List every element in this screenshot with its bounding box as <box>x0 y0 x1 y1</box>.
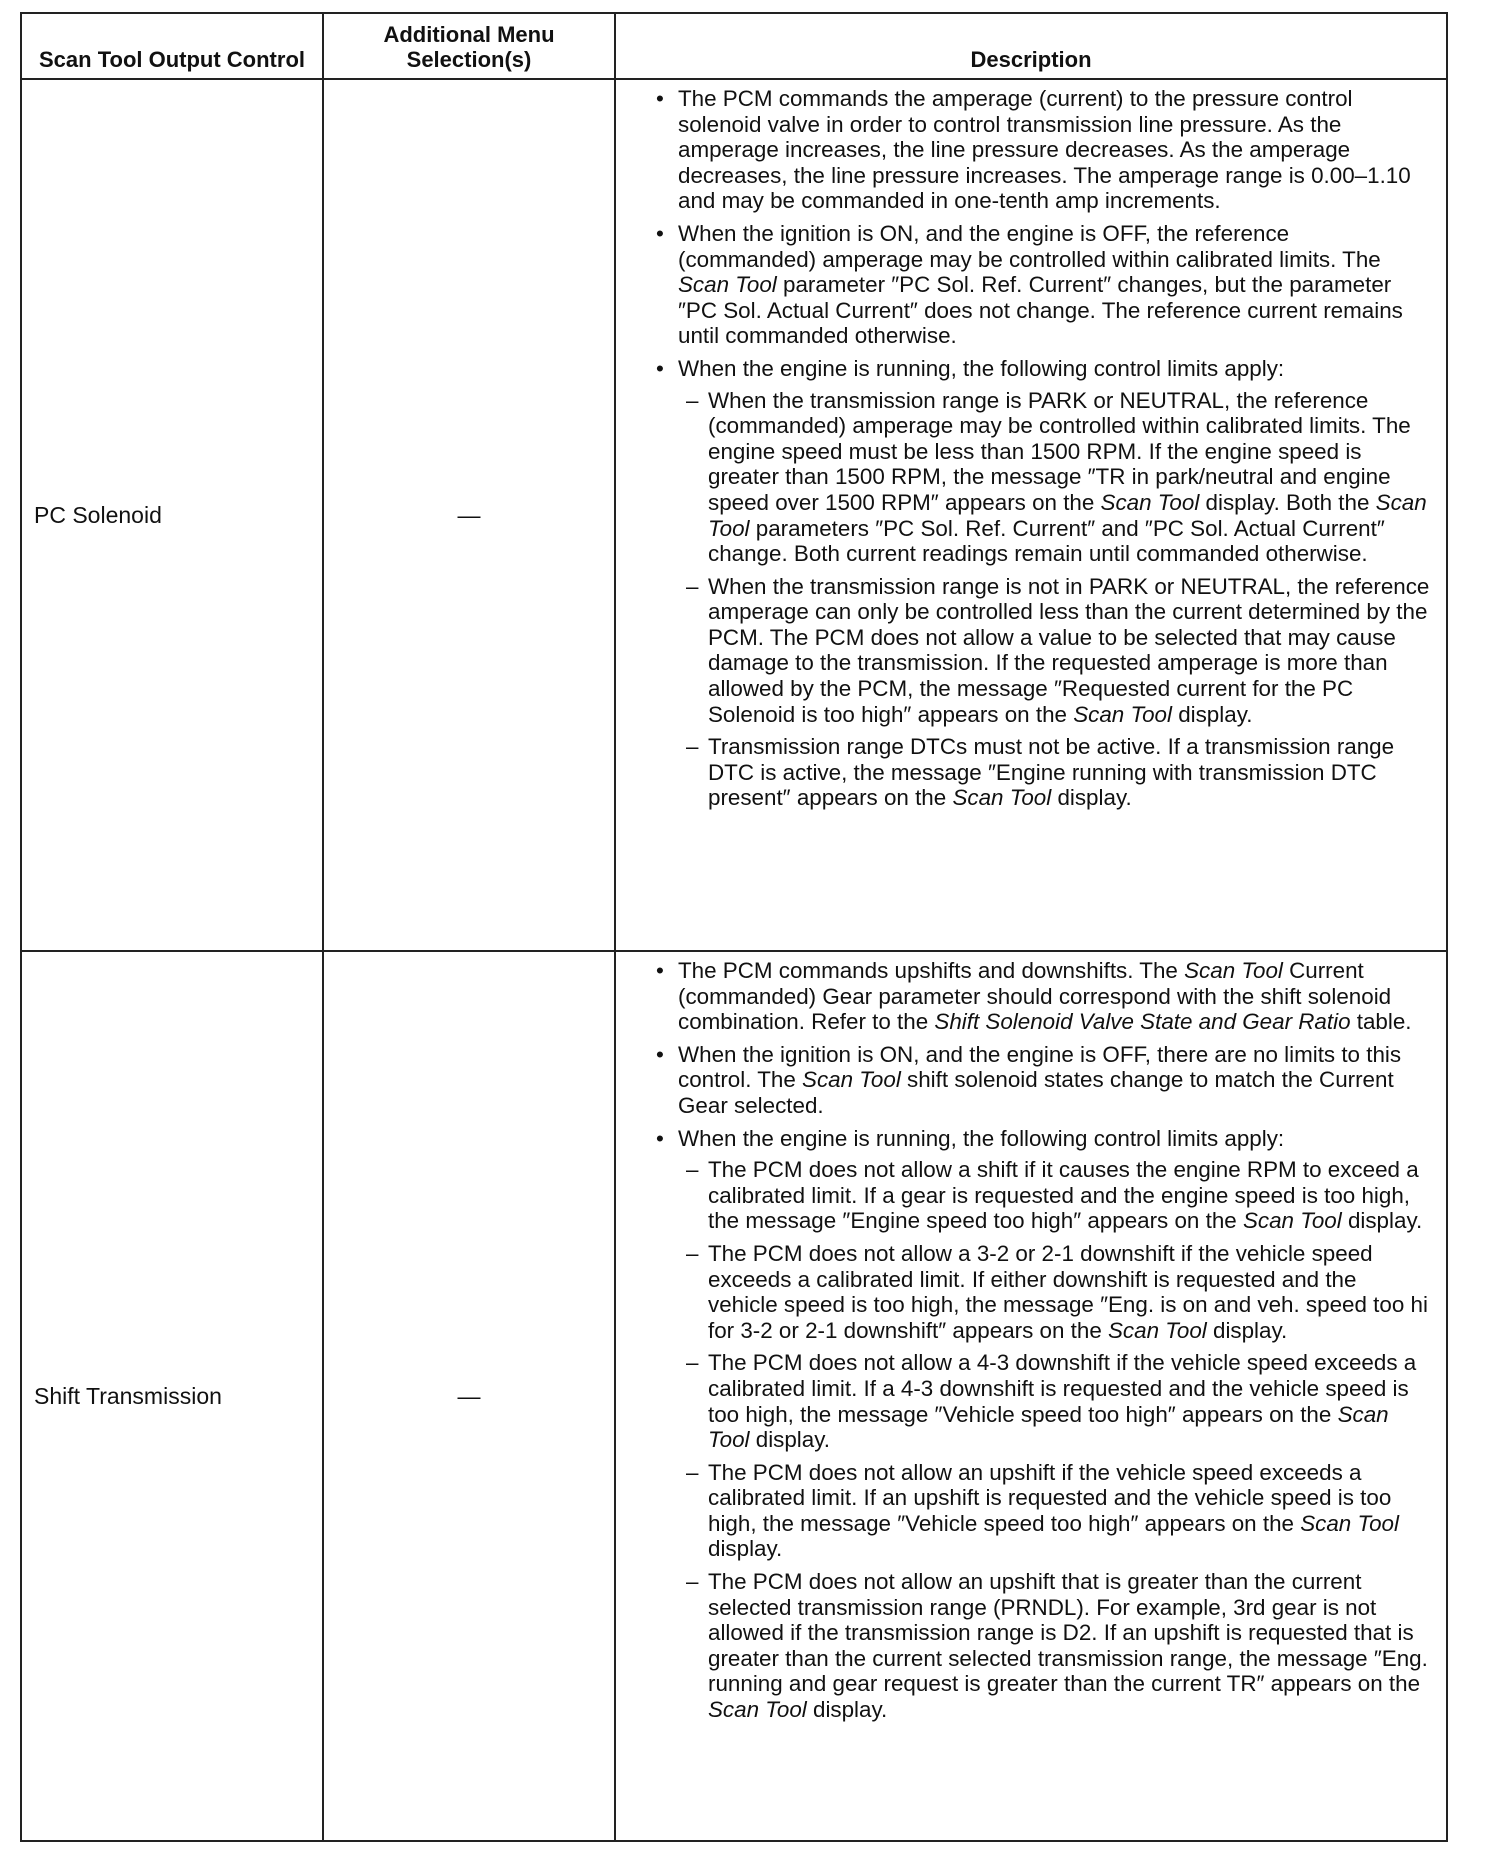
header-output-control: Scan Tool Output Control <box>21 13 323 79</box>
dash-icon: – <box>686 734 699 760</box>
text-run: display. <box>1341 1208 1423 1234</box>
text-run: The PCM commands the amperage (current) to the pressure control solenoid valve in order to control transmission line pressure. As the amperage increases, the line pressure decreases. As the amperage decreases, the line pressure increases. The amperage range is 0.00–1.10 and may be commanded in one-tenth amp increments. <box>678 86 1411 214</box>
text-run: When the transmission range is not in PARK or NEUTRAL, the reference amperage can only be controlled less than the current determined by the PCM. The PCM does not allow a value to be selected that may cause damage to the transmission. If the requested amperage is more than allowed by the PCM, the message ″Requested current for the PC Solenoid is too high″ appears on the <box>708 573 1430 727</box>
dash-icon: – <box>686 1569 699 1595</box>
bullet-icon: • <box>656 958 664 983</box>
text-run: When the ignition is ON, and the engine is OFF, there are no limits to this control. The <box>678 1041 1402 1093</box>
italic-text: Scan Tool <box>1184 958 1283 983</box>
text-run: display. <box>806 1697 888 1723</box>
bullet-item <box>654 86 1432 214</box>
text-run: shift solenoid states change to match the Current Gear selected. <box>678 1067 1394 1118</box>
output-control-cell: PC Solenoid <box>21 79 323 951</box>
sub-item <box>686 1569 1432 1723</box>
text-run: display. <box>1051 785 1132 811</box>
italic-text: Scan Tool <box>678 272 777 298</box>
bullet-item <box>654 356 1432 811</box>
text-run: display. <box>708 1536 783 1562</box>
sub-item <box>686 574 1432 728</box>
description-cell <box>615 79 1447 951</box>
italic-text: Scan Tool <box>802 1067 901 1093</box>
italic-text: Scan Tool <box>708 1697 807 1723</box>
bullet-icon: • <box>656 220 664 246</box>
italic-text: Shift Solenoid Valve State and Gear Ratio <box>934 1009 1351 1035</box>
sub-list <box>678 1157 1432 1722</box>
sub-item <box>686 1350 1432 1452</box>
header-description: Description <box>615 13 1447 79</box>
bullet-item <box>654 1042 1432 1119</box>
text-run: When the ignition is ON, and the engine is OFF, the reference (commanded) amperage may be controlled within calibrated limits. The <box>678 220 1381 272</box>
italic-text: Scan Tool <box>1073 701 1172 727</box>
text-run: The PCM does not allow a 3-2 or 2-1 downshift if the vehicle speed exceeds a calibrated limit. If either downshift is requested and the vehicle speed is too high, the message ″Eng. is on and veh. speed too hi for 3-2 or 2-1 downshift″ appears on the <box>708 1240 1428 1343</box>
dash-icon: – <box>686 1157 699 1183</box>
italic-text: Scan Tool <box>708 489 1427 541</box>
sub-item-text <box>708 1157 1422 1233</box>
text-run: When the engine is running, the following control limits apply: <box>678 355 1285 381</box>
text-run: parameters ″PC Sol. Ref. Current″ and ″PC Sol. Actual Current″ change. Both current readings remain until commanded otherwise. <box>708 515 1385 567</box>
text-run: When the engine is running, the following control limits apply: <box>678 1125 1285 1151</box>
bullet-icon: • <box>656 1041 664 1067</box>
text-run: parameter ″PC Sol. Ref. Current″ changes, but the parameter ″PC Sol. Actual Current″ does not change. The reference current remains until commanded otherwise. <box>678 272 1403 349</box>
table-row <box>21 79 1447 951</box>
dash-icon: – <box>686 387 699 413</box>
dash-icon: – <box>686 1240 699 1266</box>
bullet-item <box>654 1126 1432 1723</box>
bullet-item <box>654 221 1432 349</box>
bullet-text <box>678 221 1403 348</box>
text-run: display. <box>1171 701 1253 727</box>
text-run: Current (commanded) Gear parameter should correspond with the shift solenoid combination. Refer to the <box>678 958 1392 1035</box>
menu-selection-cell: — <box>323 951 615 1841</box>
bullet-icon: • <box>656 86 664 111</box>
bullet-icon: • <box>656 1125 664 1151</box>
bullet-item <box>654 958 1432 1035</box>
sub-item <box>686 1241 1432 1343</box>
bullet-text <box>678 86 1411 213</box>
sub-item <box>686 388 1432 567</box>
sub-item-text <box>708 734 1394 810</box>
bullet-text <box>678 1042 1401 1118</box>
text-run: The PCM does not allow an upshift that is greater than the current selected transmission range (PRNDL). For example, 3rd gear is not allowed if the transmission range is D2. If an upshift is requested that is greater than the current selected transmission range, the message ″Eng. running and gear request is greater than the current TR″ appears on the <box>708 1569 1428 1697</box>
dash-icon: – <box>686 1350 699 1376</box>
italic-text: Scan Tool <box>1300 1510 1399 1536</box>
menu-selection-cell: — <box>323 79 615 951</box>
text-run: display. Both the <box>1199 489 1376 515</box>
sub-item <box>686 1460 1432 1562</box>
text-run: When the transmission range is PARK or NEUTRAL, the reference (commanded) amperage may be controlled within calibrated limits. The engine speed must be less than 1500 RPM. If the engine speed is greater than 1500 RPM, the message ″TR in park/neutral and engine speed over 1500 RPM″ appears on the <box>708 387 1411 515</box>
description-list <box>654 958 1432 1723</box>
bullet-text <box>678 1126 1284 1151</box>
sub-item-text <box>708 1569 1428 1722</box>
italic-text: Scan Tool <box>1100 489 1200 515</box>
text-run: table. <box>1350 1009 1412 1035</box>
scan-tool-output-control-table <box>20 12 1448 1842</box>
sub-item <box>686 734 1432 811</box>
text-run: display. <box>749 1427 830 1453</box>
italic-text: Scan Tool <box>1108 1317 1207 1343</box>
text-run: Transmission range DTCs must not be active. If a transmission range DTC is active, the message ″Engine running with transmission DTC present″ appears on the <box>708 734 1395 811</box>
table-row <box>21 951 1447 1841</box>
sub-item-text <box>708 1241 1428 1343</box>
text-run: The PCM does not allow an upshift if the vehicle speed exceeds a calibrated limit. If an upshift is requested and the vehicle speed is too high, the message ″Vehicle speed too high″ appears on the <box>708 1459 1392 1536</box>
bullet-text <box>678 958 1412 1034</box>
sub-item-text <box>708 1460 1399 1562</box>
italic-text: Scan Tool <box>708 1401 1389 1453</box>
sub-item-text <box>708 388 1427 567</box>
text-run: The PCM commands upshifts and downshifts. The <box>678 958 1185 983</box>
bullet-text <box>678 356 1284 381</box>
italic-text: Scan Tool <box>1242 1208 1342 1234</box>
sub-item-text <box>708 1350 1416 1452</box>
text-run: The PCM does not allow a 4-3 downshift if the vehicle speed exceeds a calibrated limit. If a 4-3 downshift is requested and the vehicle speed is too high, the message ″Vehicle speed too high″ appears on the <box>708 1350 1417 1427</box>
output-control-cell: Shift Transmission <box>21 951 323 1841</box>
bullet-icon: • <box>656 355 664 381</box>
text-run: The PCM does not allow a shift if it causes the engine RPM to exceed a calibrated limit. If a gear is requested and the engine speed is too high, the message ″Engine speed too high″ appears on the <box>708 1157 1419 1234</box>
italic-text: Scan Tool <box>952 785 1052 811</box>
dash-icon: – <box>686 1459 699 1485</box>
sub-list <box>678 388 1432 812</box>
document-page <box>20 12 1446 1842</box>
text-run: display. <box>1206 1317 1288 1343</box>
description-cell <box>615 951 1447 1841</box>
header-row <box>21 13 1447 79</box>
description-list <box>654 86 1432 811</box>
dash-icon: – <box>686 573 699 599</box>
sub-item <box>686 1157 1432 1234</box>
sub-item-text <box>708 574 1429 727</box>
header-menu-selection: Additional Menu Selection(s) <box>323 13 615 79</box>
